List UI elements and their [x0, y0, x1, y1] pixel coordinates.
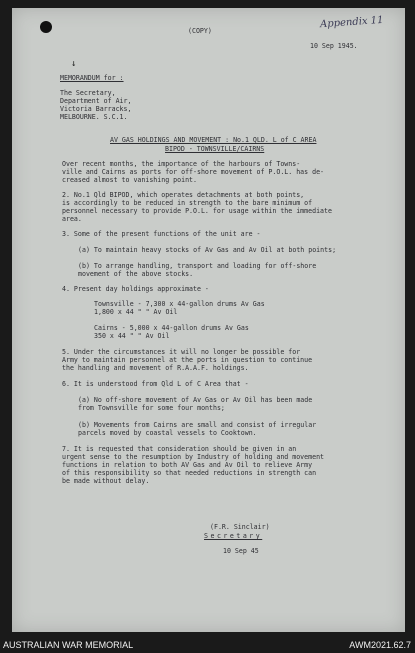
list-item-a: (a) To maintain heavy stocks of Av Gas and Av Oil at both points; [78, 246, 337, 254]
paragraph-7-line: be made without delay. [62, 477, 150, 485]
footer-bar [0, 637, 415, 653]
paragraph-7-line: of this responsibility so that needed reductions in strength can [62, 469, 317, 477]
handwritten-annotation: Appendix 11 [319, 14, 384, 31]
document-page [12, 8, 405, 632]
paragraph-7-line: functions in relation to both AV Gas and Av Oil to relieve Army [62, 461, 313, 469]
paragraph-2-line: is accordingly to be reduced in strength to the bare minimum of [62, 199, 313, 207]
paragraph-6-item-b-line: (b) Movements from Cairns are small and consist of irregular [78, 421, 317, 429]
address-line: Victoria Barracks, [60, 105, 132, 113]
holdings-line: Townsville - 7,300 x 44-gallon drums Av Gas [94, 300, 265, 308]
tick-mark: ↓ [71, 59, 77, 69]
holdings-line: Cairns - 5,000 x 44-gallon drums Av Gas [94, 324, 249, 332]
paragraph-2-line: area. [62, 215, 82, 223]
paragraph-1-line: Over recent months, the importance of the harbours of Towns- [62, 160, 301, 168]
list-item-b-line: movement of the above stocks. [78, 270, 194, 278]
paragraph-2-line: 2. No.1 Qld BIPOD, which operates detachments at both points, [62, 191, 305, 199]
paragraph-5-line: 5. Under the circumstances it will no longer be possible for [62, 348, 301, 356]
copy-mark: (COPY) [188, 27, 212, 35]
paragraph-4: 4. Present day holdings approximate - [62, 285, 209, 293]
document-date: 10 Sep 1945. [310, 42, 358, 50]
paragraph-5-line: the handling and movement of R.A.A.F. holdings. [62, 364, 249, 372]
signature-name: (F.R. Sinclair) [210, 523, 270, 531]
paragraph-1-line: creased almost to vanishing point. [62, 176, 197, 184]
subject-line-2: BIPOD - TOWNSVILLE/CAIRNS [165, 145, 265, 153]
footer-institution: AUSTRALIAN WAR MEMORIAL [3, 640, 134, 650]
paragraph-2-line: personnel necessary to provide P.O.L. for usage within the immediate [62, 207, 332, 215]
paragraph-7-line: 7. It is requested that consideration should be given in an [62, 445, 297, 453]
paragraph-6-item-a-line: from Townsville for some four months; [78, 404, 225, 412]
list-item-b-line: (b) To arrange handling, transport and loading for off-shore [78, 262, 317, 270]
paragraph-6: 6. It is understood from Qld L of C Area that - [62, 380, 249, 388]
memo-label: MEMORANDUM for : [60, 74, 124, 82]
address-line: The Secretary, [60, 89, 116, 97]
punch-hole [40, 21, 52, 33]
paragraph-6-item-b-line: parcels moved by coastal vessels to Cooktown. [78, 429, 257, 437]
signature-date: 10 Sep 45 [223, 547, 259, 555]
subject-line-1: AV GAS HOLDINGS AND MOVEMENT : No.1 QLD. L of C AREA [110, 136, 317, 144]
holdings-line: 1,800 x 44 " " Av Oil [94, 308, 178, 316]
paragraph-7-line: urgent sense to the resumption by Industry of holding and movement [62, 453, 325, 461]
footer-accession-number: AWM2021.62.7 [349, 640, 411, 650]
paragraph-6-item-a-line: (a) No off-shore movement of Av Gas or Av Oil has been made [78, 396, 313, 404]
paragraph-5-line: Army to maintain personnel at the ports in question to continue [62, 356, 313, 364]
paragraph-1-line: ville and Cairns as ports for off-shore movement of P.O.L. has de- [62, 168, 325, 176]
holdings-line: 350 x 44 " " Av Oil [94, 332, 170, 340]
paragraph-3: 3. Some of the present functions of the unit are - [62, 230, 261, 238]
signature-title: Secretary [204, 532, 263, 540]
address-line: MELBOURNE. S.C.1. [60, 113, 128, 121]
address-line: Department of Air, [60, 97, 132, 105]
